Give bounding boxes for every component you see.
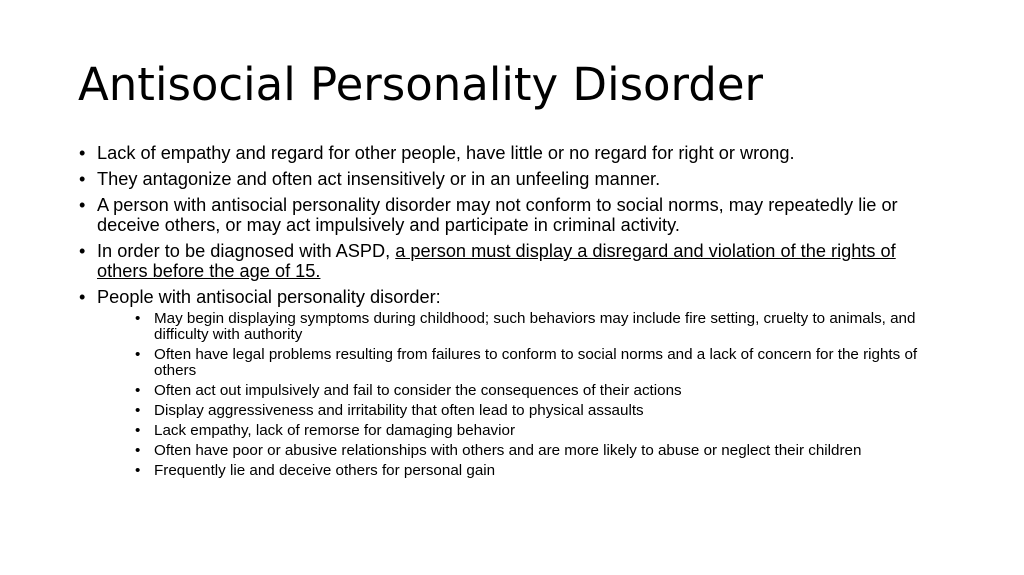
bullet-list	[78, 143, 938, 479]
list-item	[78, 287, 938, 479]
sub-bullet-text: Lack empathy, lack of remorse for damaging behavior	[154, 422, 516, 439]
bullet-icon: •	[79, 143, 86, 163]
bullet-text: In order to be diagnosed with ASPD,	[97, 241, 396, 261]
sub-list-item	[135, 463, 938, 479]
list-item	[78, 241, 938, 281]
bullet-icon: •	[135, 422, 141, 439]
bullet-icon: •	[135, 310, 141, 327]
underlined-text: a person must display a disregard and violation of the rights of others before the age of 15.	[97, 241, 896, 281]
bullet-icon: •	[79, 169, 86, 189]
bullet-icon: •	[135, 462, 141, 479]
slide-title: Antisocial Personality Disorder	[78, 58, 764, 111]
sub-bullet-text: Often have legal problems resulting from failures to conform to social norms and a lack of concern for the rights of others	[154, 346, 918, 379]
bullet-icon: •	[79, 241, 86, 261]
sub-list-item	[135, 383, 938, 399]
bullet-text: People with antisocial personality disorder:	[97, 287, 441, 307]
sub-list-item	[135, 311, 938, 343]
sub-bullet-text: Display aggressiveness and irritability that often lead to physical assaults	[154, 402, 644, 419]
bullet-text: A person with antisocial personality disorder may not conform to social norms, may repeatedly lie or deceive others, or may act impulsively and participate in criminal activity.	[97, 195, 898, 235]
list-item	[78, 195, 938, 235]
bullet-icon: •	[135, 442, 141, 459]
sub-list-item	[135, 443, 938, 459]
sub-bullet-text: Frequently lie and deceive others for personal gain	[154, 462, 496, 479]
list-item	[78, 169, 938, 189]
bullet-icon: •	[135, 382, 141, 399]
slide-body	[78, 143, 938, 485]
sub-list-item	[135, 347, 938, 379]
sub-bullet-text: May begin displaying symptoms during childhood; such behaviors may include fire setting, cruelty to animals, and difficulty with authority	[154, 310, 916, 343]
bullet-text: They antagonize and often act insensitively or in an unfeeling manner.	[97, 169, 661, 189]
bullet-icon: •	[135, 402, 141, 419]
sub-bullet-text: Often have poor or abusive relationships with others and are more likely to abuse or neglect their children	[154, 442, 862, 459]
sub-list-item	[135, 423, 938, 439]
bullet-icon: •	[79, 287, 86, 307]
list-item	[78, 143, 938, 163]
bullet-text: Lack of empathy and regard for other people, have little or no regard for right or wrong.	[97, 143, 795, 163]
sub-bullet-list	[97, 311, 938, 479]
bullet-icon: •	[135, 346, 141, 363]
sub-bullet-text: Often act out impulsively and fail to consider the consequences of their actions	[154, 382, 682, 399]
bullet-icon: •	[79, 195, 86, 215]
sub-list-item	[135, 403, 938, 419]
